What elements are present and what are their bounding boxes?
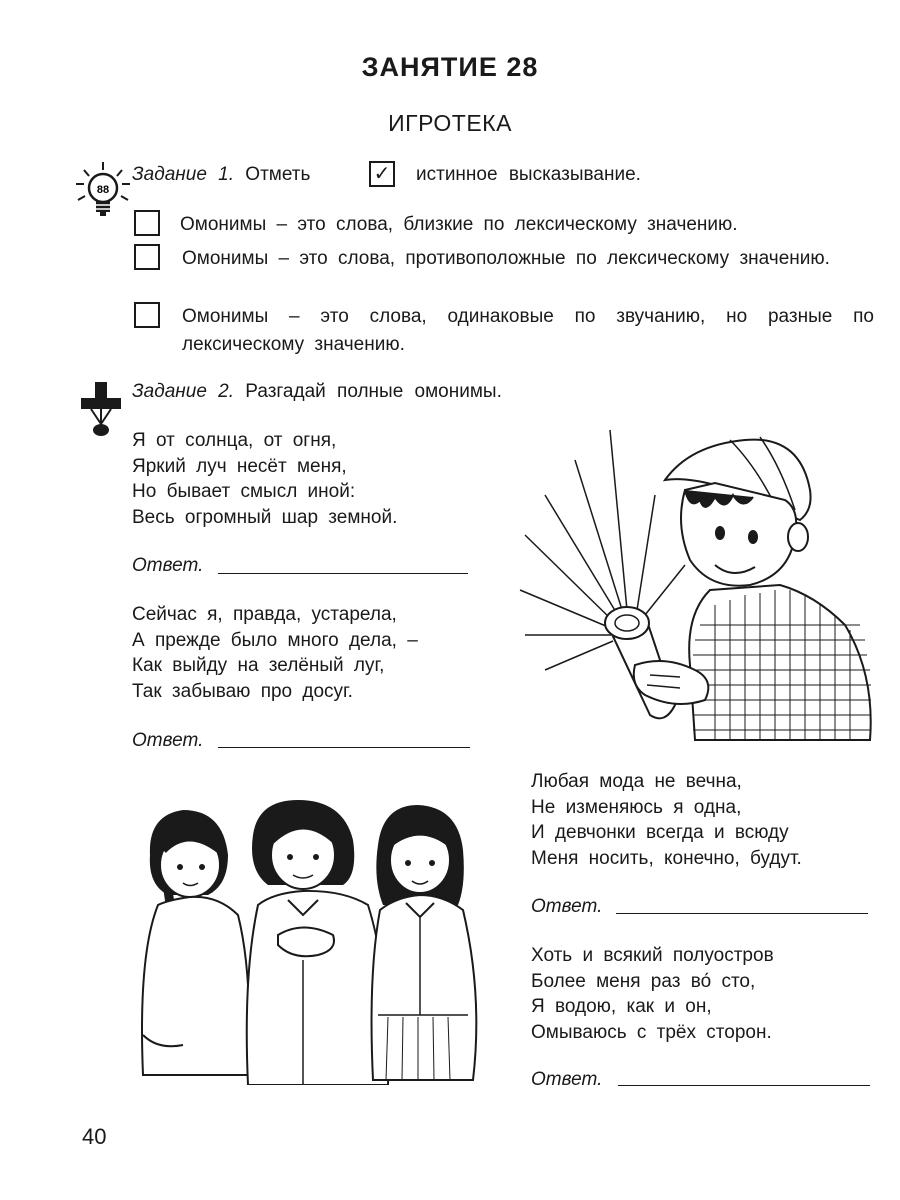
riddle-1-line: Но бывает смысл иной:: [132, 481, 356, 502]
option-1-checkbox[interactable]: [134, 210, 160, 236]
option-2-checkbox[interactable]: [134, 244, 160, 270]
task1-instruction: [132, 164, 310, 186]
lamp-icon: [78, 380, 124, 445]
riddle-4-line: Хоть и всякий полуостров: [531, 945, 774, 966]
riddle-4-line: Более меня раз во́ сто,: [531, 970, 756, 992]
riddle-1-line: Яркий луч несёт меня,: [132, 455, 347, 477]
riddle-2-line: Так забываю про досуг.: [132, 680, 353, 702]
answer-3-field[interactable]: [616, 913, 868, 914]
answer-4-field[interactable]: [618, 1085, 870, 1086]
answer-2-label: Ответ.: [132, 730, 204, 751]
task1-instruction-before: Отметь: [245, 164, 311, 185]
lightbulb-icon: [74, 160, 132, 227]
boy-with-flashlight-illustration: [515, 425, 875, 750]
riddle-2-line: Как выйду на зелёный луг,: [132, 655, 385, 676]
riddle-1-line: Я от солнца, от огня,: [132, 430, 337, 451]
task1-label: Задание 1.: [132, 164, 235, 185]
task2-instruction: [132, 381, 502, 403]
answer-3-label: Ответ.: [531, 896, 603, 917]
task1-instruction-after: истинное высказывание.: [416, 164, 641, 185]
riddle-2-line: Сейчас я, правда, устарела,: [132, 604, 397, 625]
lesson-subtitle: ИГРОТЕКА: [388, 110, 512, 136]
riddle-3-line: Любая мода не вечна,: [531, 771, 742, 792]
riddle-3-line: Меня носить, конечно, будут.: [531, 847, 802, 869]
answer-1-field[interactable]: [218, 573, 468, 574]
riddle-1: [132, 428, 397, 530]
task2-label: Задание 2.: [132, 381, 235, 402]
riddle-3-line: Не изменяюсь я одна,: [531, 796, 742, 818]
option-3-checkbox[interactable]: [134, 302, 160, 328]
option-3-text: Омонимы – это слова, одинаковые по звучанию, но разные по лексическому значению.: [182, 306, 874, 355]
riddle-3: [531, 769, 802, 871]
riddle-4: [531, 943, 774, 1045]
lesson-title: ЗАНЯТИЕ 28: [361, 52, 539, 82]
answer-1-label: Ответ.: [132, 555, 204, 576]
option-2-text: Омонимы – это слова, противоположные по лексическому значению.: [182, 248, 830, 269]
riddle-2-line: А прежде было много дела, –: [132, 629, 418, 651]
riddle-1-line: Весь огромный шар земной.: [132, 506, 398, 528]
check-mark-icon: ✓: [373, 163, 391, 185]
task2-instruction-text: Разгадай полные омонимы.: [245, 381, 502, 402]
svg-text:88: 88: [96, 184, 110, 196]
riddle-4-line: Я водою, как и он,: [531, 996, 712, 1017]
example-checkbox: [369, 161, 395, 187]
riddle-2: [132, 602, 418, 704]
page-number: 40: [82, 1124, 107, 1149]
three-girls-illustration: [128, 795, 498, 1090]
answer-4-label: Ответ.: [531, 1069, 603, 1090]
riddle-3-line: И девчонки всегда и всюду: [531, 822, 789, 843]
riddle-4-line: Омываюсь с трёх сторон.: [531, 1021, 772, 1043]
answer-2-field[interactable]: [218, 747, 470, 748]
option-1-text: Омонимы – это слова, близкие по лексическому значению.: [180, 214, 738, 235]
